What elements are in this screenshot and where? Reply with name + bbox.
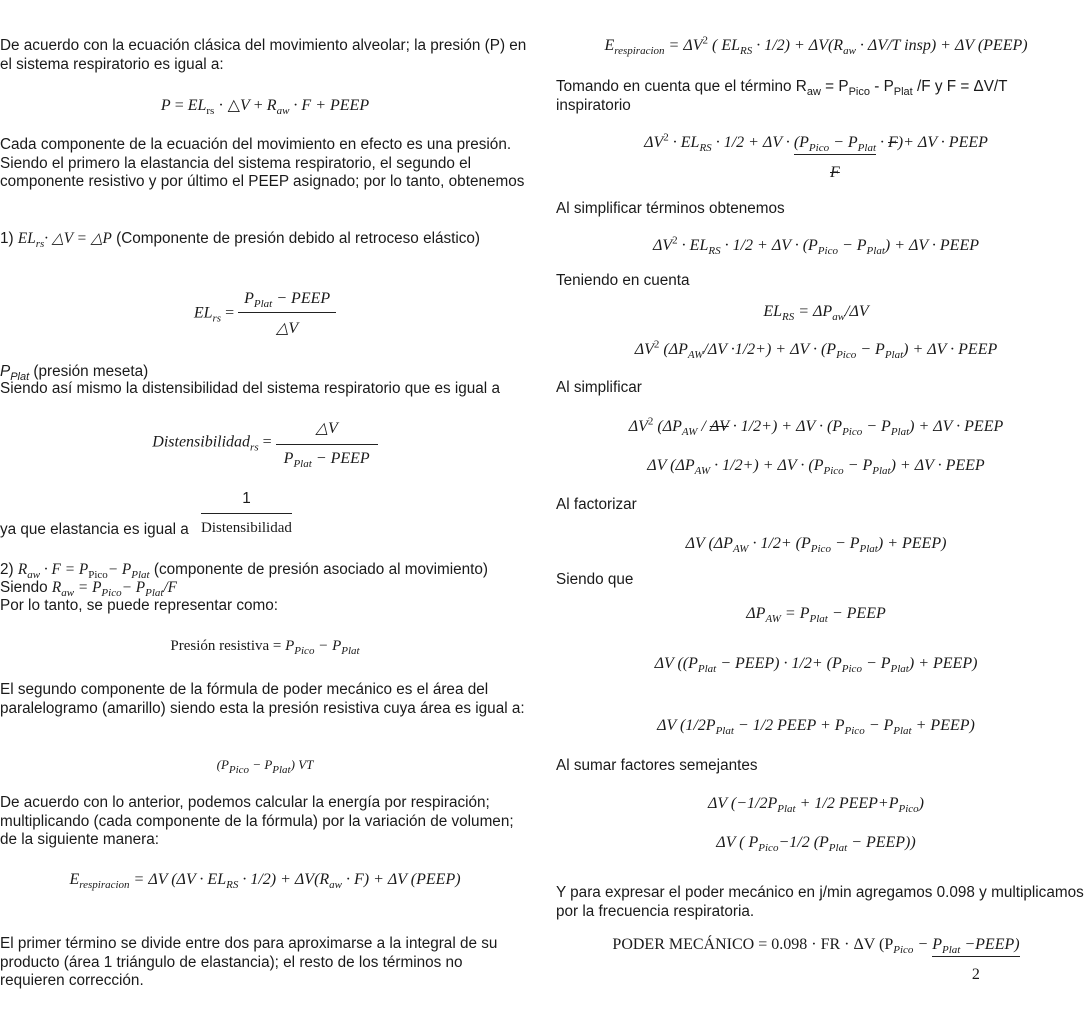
compliance-paragraph: Siendo así mismo la distensibilidad del sistema respiratorio que es igual a: [0, 380, 500, 397]
elastance-fraction: $\frac{P_{Plat} - PEEP}{\triangle V}$: [238, 290, 336, 338]
raw-definition: Siendo $R_{aw} = P_{Pico}- P_{Plat}/F$: [0, 579, 178, 599]
simplify-label: Al simplificar: [556, 379, 642, 396]
energy-paragraph: De acuerdo con lo anterior, podemos calcular la energía por respiración; multiplicando (cada componente de la fórmula) por la variación de volumen; de la siguiente manera:: [0, 794, 514, 848]
resistive-pressure-equation: Presión resistiva = $P_{Pico} - P_{Plat}$: [170, 638, 360, 657]
compliance-fraction: $\frac{\triangle V}{P_{Plat} - PEEP}$: [276, 418, 378, 468]
summed-equation-2: ΔV ( $P_{Pico}-1/2$ ($P_{Plat}$ − PEEP)): [716, 834, 916, 854]
components-paragraph: Cada componente de la ecuación del movimiento en efecto es una presión. Siendo el primero la elastancia del sistema respiratorio, el segundo el componente resistivo y por último el PEEP asignado; por lo tanto, obtenemos: [0, 136, 525, 190]
item-1-elastic: 1) $EL_{rs}\cdot$ △V = △P (Componente de presión debido al retroceso elástico): [0, 230, 481, 250]
sum-like-terms-label: Al sumar factores semejantes: [556, 757, 758, 774]
substitution-equation-3: $\Delta V^2$ $(\Delta P_{AW}/\Delta V \cdot 1/2+) + \Delta V \cdot (P_{Pico} - P_{Plat}) + \Delta V$ · PEEP: [634, 338, 998, 361]
considering-label: Teniendo en cuenta: [556, 272, 690, 289]
considering-paragraph: Tomando en cuenta que el término $R_{aw} = P_{Pico} - P_{Plat}$ /F y F = ΔV/T inspiratorio: [556, 78, 1008, 114]
energy-expanded-equation: $E_{respiracion} = \Delta V^2$ ( $EL_{RS} \cdot 1/2) + \Delta V(R_{aw} \cdot \Delta V/T$ insp) + ΔV (PEEP): [604, 34, 1028, 57]
mechanical-power-paragraph: Y para expresar el poder mecánico en j/min agregamos 0.098 y multiplicamos por la frecuencia respiratoria.: [556, 884, 1084, 920]
elastance-inverse-line: ya que elastancia es igual a $\frac{1}{\text{Distensibilidad}}$: [0, 490, 292, 538]
substitution-equation-7: ΔV ($1/2P_{Plat} - 1/2$ PEEP + $P_{Pico} - P_{Plat}$ + PEEP): [657, 717, 975, 737]
compliance-equation: Distensibilidad$_{rs}$ = $\frac{\triangle V}{P_{Plat} - PEEP}$: [0, 418, 530, 468]
substitution-equation-5: ΔV $(\Delta P_{AW} \cdot 1/2+) + \Delta V \cdot (P_{Pico} - P_{Plat}) + \Delta V$ · PEEP: [647, 457, 985, 477]
integral-paragraph: El primer término se divide entre dos para aproximarse a la integral de su producto (área 1 triángulo de elastancia); el resto de los términos no requieren corrección.: [0, 935, 498, 989]
plat-minus-peep-over-two: $P_{Plat}$ −PEEP) 2: [932, 936, 1020, 983]
simplify-terms-label: Al simplificar términos obtenemos: [556, 200, 785, 217]
mechanical-power-equation: PODER MECÁNICO = 0.098 · FR · ΔV ($P_{Pico} - P_{Plat}$ −PEEP) 2: [612, 936, 1020, 983]
elastance-pressure-equation: $EL_{RS} = \Delta P_{aw}/\Delta V$: [763, 303, 869, 323]
item-2-resistive: 2) $R_{aw} \cdot F = P_{Pico}- P_{Plat}$ (componente de presión asociado al movimiento): [0, 561, 489, 581]
therefore-line: Por lo tanto, se puede representar como:: [0, 597, 279, 614]
substitution-equation-6: ΔV (($P_{Plat}$ − PEEP) · $1/2+ (P_{Pico} - P_{Plat})$ + PEEP): [654, 655, 978, 675]
equation-of-motion: $P = EL_{rs}$ · △V + $R_{aw} \cdot F$ + PEEP: [160, 97, 370, 117]
factorized-equation: ΔV ($\Delta P_{AW} \cdot 1/2+ (P_{Pico} - P_{Plat})$ + PEEP): [685, 535, 947, 555]
driving-pressure-equation: $\Delta P_{AW} = P_{Plat}$ − PEEP: [746, 605, 886, 625]
parallelogram-paragraph: El segundo componente de la fórmula de poder mecánico es el área del paralelogramo (amarillo) siendo esta la presión resistiva cuya área es igual a:: [0, 681, 525, 717]
elastance-equation: $EL_{rs}$ = $\frac{P_{Plat} - PEEP}{\triangle V}$: [0, 290, 530, 338]
pplat-definition: $P_{Plat}$ (presión meseta): [0, 363, 149, 383]
substitution-equation-4: $\Delta V^2$ $(\Delta P_{AW} / \Delta V \cdot 1/2+) + \Delta V \cdot (P_{Pico} - P_{Plat}) + \Delta V$ · PEEP: [628, 415, 1004, 438]
substitution-equation-2: $\Delta V^2 \cdot EL_{RS} \cdot 1/2 + \Delta V \cdot (P_{Pico} - P_{Plat}) + \Delta V$ · PEEP: [653, 234, 979, 257]
pico-minus-plat-over-f: ($P_{Pico} - P_{Plat}$ F: [793, 134, 877, 181]
factorize-label: Al factorizar: [556, 496, 637, 513]
intro-paragraph: De acuerdo con la ecuación clásica del movimiento alveolar; la presión (P) en el sistema respiratorio es igual a:: [0, 37, 527, 73]
summed-equation-1: ΔV ($-1/2P_{Plat} + 1/2$ $PEEP+P_{Pico}$): [708, 795, 924, 815]
resistive-area-equation: $(P_{Pico} - P_{Plat})$ VT: [216, 757, 314, 776]
substitution-equation-1: $\Delta V^2 \cdot EL_{RS} \cdot 1/2 + \Delta V \cdot (P_{Pico} - P_{Plat}$ F · F)+ ΔV · PEEP: [644, 131, 988, 181]
energy-per-breath-equation: $E_{respiracion} = \Delta V$ $(\Delta V \cdot EL_{RS} \cdot 1/2) + \Delta V(R_{aw} \cdot F) + \Delta V$ (PEEP): [69, 871, 461, 891]
given-that-label: Siendo que: [556, 571, 634, 588]
inverse-fraction: $\frac{1}{\text{Distensibilidad}}$: [201, 490, 292, 536]
